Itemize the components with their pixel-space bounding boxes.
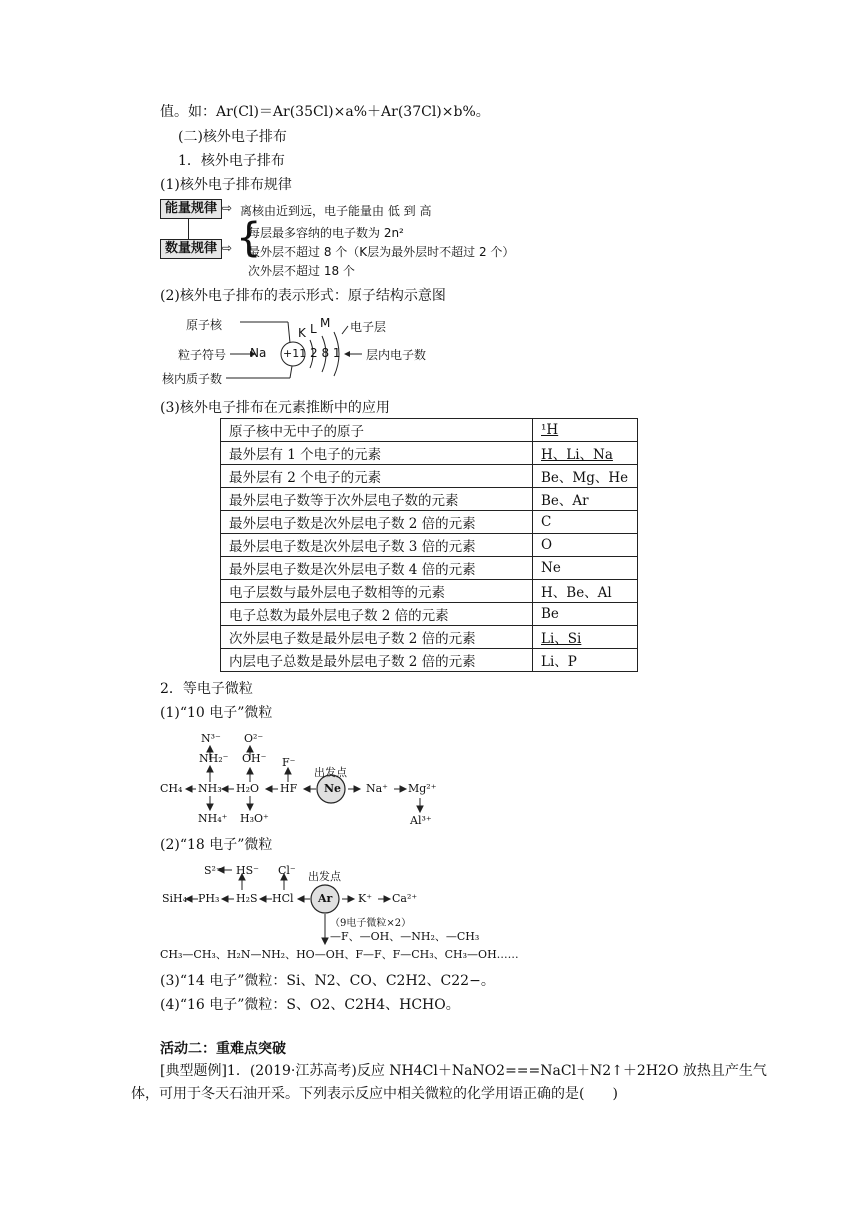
ion-mg: Mg²⁺ — [408, 782, 437, 795]
ion-ca: Ca²⁺ — [392, 892, 418, 905]
ion-k: K⁺ — [358, 892, 373, 905]
table-row — [221, 465, 638, 488]
example-question-cont: 体，可用于冬天石油开采。下列表示反应中相关微粒的化学用语正确的是( ) — [131, 1086, 618, 1102]
symbol-label: 粒子符号 — [178, 348, 227, 362]
element-table — [220, 418, 638, 672]
table-cell-elements: Li、P — [533, 649, 638, 672]
ion-oh: OH⁻ — [242, 752, 267, 765]
shell-k: K — [298, 326, 306, 340]
proton-label: 核内质子数 — [162, 372, 223, 386]
table-row — [221, 419, 638, 442]
fourteen-line: (3)“14 电子”微粒：Si、N2、CO、C2H2、C22−。 — [160, 973, 495, 989]
formula-line: 值。如：Ar(Cl)＝Ar(35Cl)×a%＋Ar(37Cl)×b%。 — [160, 104, 490, 120]
mol-hcl: HCl — [272, 892, 294, 905]
table-row — [221, 626, 638, 649]
energy-rule-box: 能量规律 — [160, 199, 222, 219]
table-cell-condition: 次外层电子数是最外层电子数 2 倍的元素 — [221, 626, 533, 649]
shell-m: M — [320, 316, 331, 330]
ion-n3: N³⁻ — [201, 732, 221, 745]
table-cell-elements: O — [533, 534, 638, 557]
radical-list: —F、—OH、—NH₂、—CH₃ — [330, 930, 480, 943]
table-cell-elements: Be、Mg、He — [533, 465, 638, 488]
energy-rule-text: 离核由近到远，电子能量由 低 到 高 — [240, 204, 432, 218]
connector-line — [188, 219, 189, 239]
mol-h2s: H₂S — [236, 892, 258, 905]
subheading: 2．等电子微粒 — [160, 681, 253, 697]
shell-label: 电子层 — [350, 320, 387, 334]
eighteen-molecules: CH₃—CH₃、H₂N—NH₂、HO—OH、F—F、F—CH₃、CH₃—OH…… — [160, 948, 519, 961]
table-cell-elements: Li、Si — [533, 626, 638, 649]
table-cell-condition: 内层电子总数是最外层电子数 2 倍的元素 — [221, 649, 533, 672]
table-cell-condition: 最外层有 2 个电子的元素 — [221, 465, 533, 488]
ion-hs: HS⁻ — [236, 864, 259, 877]
table-cell-elements: ¹H — [533, 419, 638, 442]
activity-heading: 活动二：重难点突破 — [160, 1041, 286, 1057]
subheading: (2)“18 电子”微粒 — [160, 837, 273, 853]
table-row — [221, 649, 638, 672]
subheading: (3)核外电子排布在元素推断中的应用 — [160, 400, 390, 416]
table-cell-condition: 最外层有 1 个电子的元素 — [221, 442, 533, 465]
ten-electron-arrows — [150, 728, 450, 828]
electron-count-label: 层内电子数 — [366, 348, 427, 362]
mol-h2o: H₂O — [236, 782, 260, 795]
count-rule-2: 最外层不超过 8 个（K层为最外层时不超过 2 个） — [248, 245, 515, 259]
table-row — [221, 511, 638, 534]
ion-nh2: NH₂⁻ — [199, 752, 229, 765]
table-cell-condition: 原子核中无中子的原子 — [221, 419, 533, 442]
nucleus-label: 原子核 — [186, 318, 223, 332]
table-cell-elements: Ne — [533, 557, 638, 580]
mol-ch4: CH₄ — [160, 782, 183, 795]
table-row — [221, 580, 638, 603]
table-cell-condition: 最外层电子数是次外层电子数 4 倍的元素 — [221, 557, 533, 580]
subheading: (1)核外电子排布规律 — [160, 177, 292, 193]
ion-cl: Cl⁻ — [278, 864, 296, 877]
ion-f: F⁻ — [282, 756, 296, 769]
shell-l: L — [310, 322, 317, 336]
radical-note: （9电子微粒×2） — [330, 918, 412, 929]
subheading: 1．核外电子排布 — [178, 153, 285, 169]
table-cell-elements: Be — [533, 603, 638, 626]
table-row — [221, 603, 638, 626]
count-rule-1: 每层最多容纳的电子数为 2n² — [248, 226, 404, 240]
table-cell-elements: C — [533, 511, 638, 534]
table-row — [221, 442, 638, 465]
count-rule-box: 数量规律 — [160, 239, 222, 259]
sixteen-line: (4)“16 电子”微粒：S、O2、C2H4、HCHO。 — [160, 997, 460, 1013]
mol-hf: HF — [280, 782, 298, 795]
mol-sih4: SiH₄ — [162, 892, 188, 905]
ion-na: Na⁺ — [366, 782, 388, 795]
center-ne: Ne — [324, 782, 342, 795]
ion-nh4: NH₄⁺ — [198, 812, 228, 825]
ion-al: Al³⁺ — [410, 814, 432, 827]
table-row — [221, 534, 638, 557]
table-cell-condition: 电子层数与最外层电子数相等的元素 — [221, 580, 533, 603]
ion-s2: S²⁻ — [204, 864, 222, 877]
energy-arrow: ⇨ — [222, 201, 233, 215]
electron-counts: 2 8 1 — [310, 346, 341, 360]
center-ar: Ar — [318, 892, 333, 905]
section-heading: (二)核外电子排布 — [178, 129, 287, 145]
table-cell-condition: 最外层电子数是次外层电子数 2 倍的元素 — [221, 511, 533, 534]
nuclear-charge: +11 — [283, 347, 307, 360]
example-question: [典型题例]1．(2019·江苏高考)反应 NH4Cl＋NaNO2===NaCl＋N2↑＋2H2O 放热且产生气 — [160, 1063, 767, 1079]
table-row — [221, 557, 638, 580]
ion-o2: O²⁻ — [244, 732, 264, 745]
subheading: (2)核外电子排布的表示形式：原子结构示意图 — [160, 288, 446, 304]
ion-h3o: H₃O⁺ — [240, 812, 269, 825]
table-cell-elements: H、Be、Al — [533, 580, 638, 603]
start-label: 出发点 — [314, 766, 347, 779]
mol-nh3: NH₃ — [198, 782, 222, 795]
count-arrow: ⇨ — [222, 241, 233, 255]
table-cell-elements: Be、Ar — [533, 488, 638, 511]
brace: { — [236, 215, 262, 261]
subheading: (1)“10 电子”微粒 — [160, 705, 273, 721]
table-cell-elements: H、Li、Na — [533, 442, 638, 465]
symbol: Na — [250, 346, 267, 360]
table-cell-condition: 电子总数为最外层电子数 2 倍的元素 — [221, 603, 533, 626]
mol-ph3: PH₃ — [198, 892, 220, 905]
table-cell-condition: 最外层电子数是次外层电子数 3 倍的元素 — [221, 534, 533, 557]
count-rule-3: 次外层不超过 18 个 — [248, 264, 355, 278]
start-label: 出发点 — [308, 870, 341, 883]
table-row — [221, 488, 638, 511]
table-cell-condition: 最外层电子数等于次外层电子数的元素 — [221, 488, 533, 511]
